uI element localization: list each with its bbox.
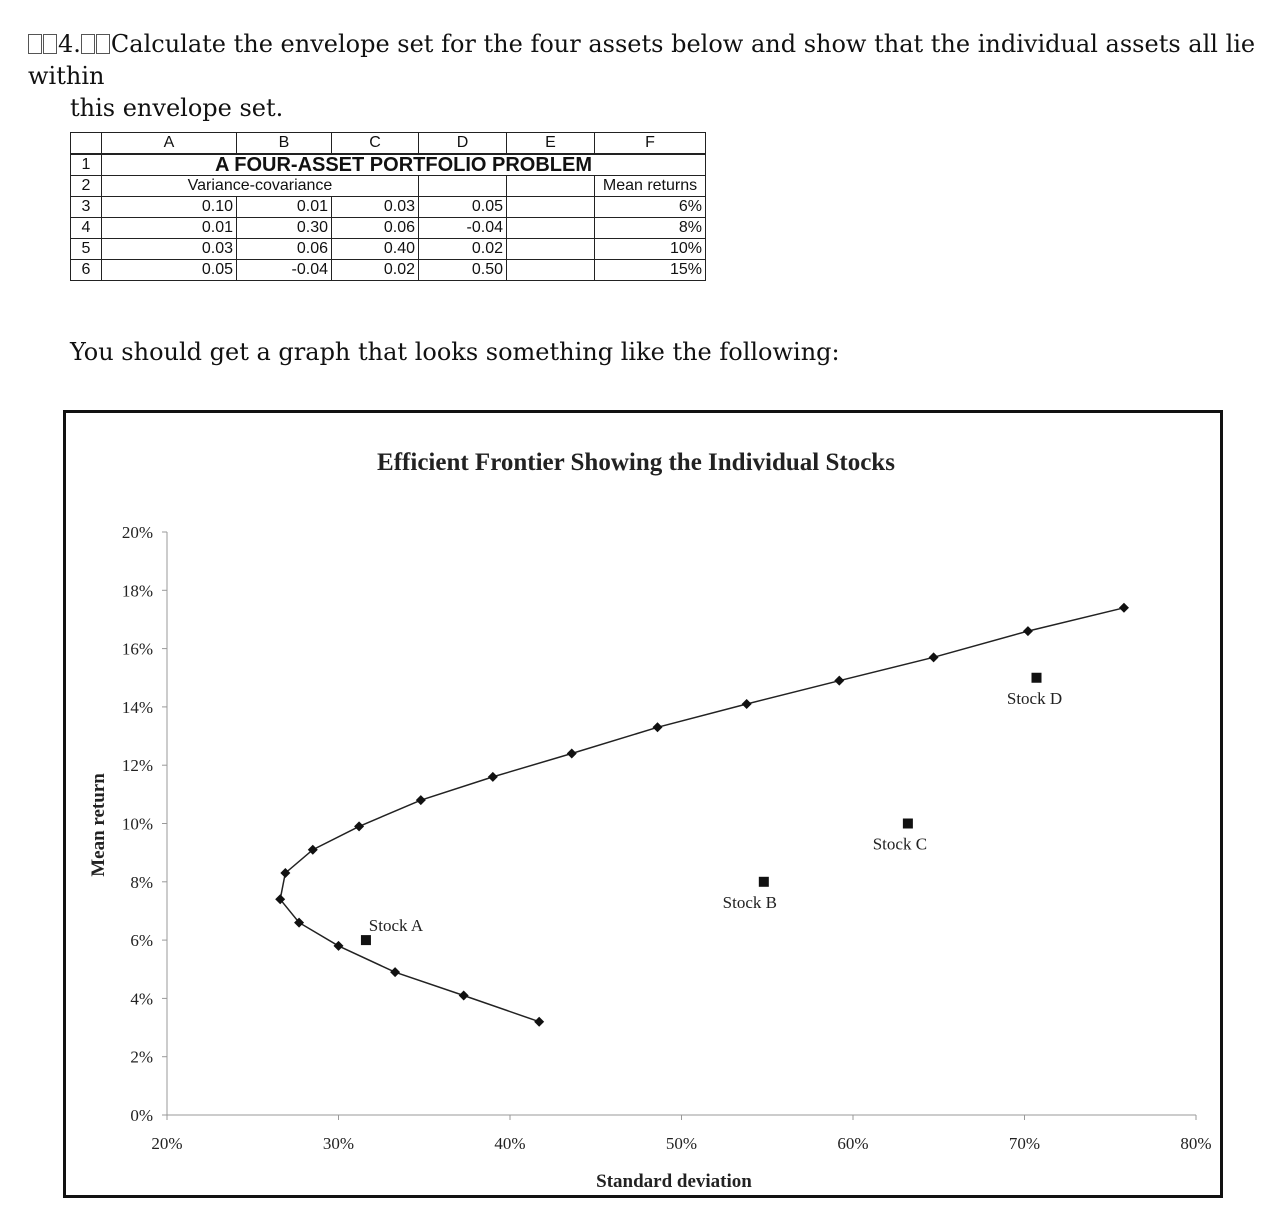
- covariance-cell: 0.06: [332, 218, 419, 239]
- corner-cell: [71, 133, 102, 155]
- y-tick-label: 20%: [121, 523, 153, 542]
- missing-glyph-icon: [96, 34, 110, 54]
- problem-text-line1: Calculate the envelope set for the four assets below and show that the individual assets all lie within: [28, 30, 1256, 90]
- covariance-cell: 0.30: [237, 218, 332, 239]
- row-number: 5: [71, 239, 102, 260]
- stock-point: [1032, 673, 1042, 683]
- y-tick-label: 8%: [130, 872, 153, 892]
- x-tick-label: 50%: [665, 1134, 698, 1153]
- covariance-label: Variance-covariance: [102, 176, 419, 197]
- sheet-cell: [507, 218, 595, 239]
- stock-label: Stock C: [872, 834, 928, 854]
- column-header-row: [71, 133, 706, 155]
- frontier-point: [459, 990, 469, 1000]
- row-number: 6: [71, 260, 102, 281]
- frontier-point: [354, 821, 364, 831]
- sheet-cell: [507, 197, 595, 218]
- x-tick-label: 80%: [1180, 1134, 1212, 1153]
- sheet-row-4: [71, 218, 706, 239]
- chart-frame: [63, 410, 1223, 1198]
- intro-text: You should get a graph that looks something like the following:: [70, 338, 840, 366]
- missing-glyph-icon: [28, 34, 42, 54]
- mean-return-cell: 15%: [595, 260, 706, 281]
- frontier-line: [280, 608, 1124, 1022]
- column-header-d: D: [419, 133, 507, 155]
- mean-returns-label: Mean returns: [595, 176, 706, 197]
- x-tick-label: 70%: [1008, 1134, 1041, 1153]
- covariance-cell: 0.06: [237, 239, 332, 260]
- row-number: 4: [71, 218, 102, 239]
- frontier-point: [652, 722, 662, 732]
- covariance-cell: -0.04: [419, 218, 507, 239]
- frontier-point: [1023, 626, 1033, 636]
- stock-label: Stock A: [368, 916, 424, 936]
- column-header-a: A: [102, 133, 237, 155]
- frontier-point: [488, 772, 498, 782]
- column-header-f: F: [595, 133, 706, 155]
- sheet-row-3: [71, 197, 706, 218]
- sheet-row-5: [71, 239, 706, 260]
- frontier-point: [929, 652, 939, 662]
- sheet-cell: [507, 176, 595, 197]
- stock-point: [361, 935, 371, 945]
- chart-title: Efficient Frontier Showing the Individual Stocks: [377, 449, 895, 476]
- column-header-c: C: [332, 133, 419, 155]
- covariance-cell: 0.02: [332, 260, 419, 281]
- covariance-cell: 0.05: [102, 260, 237, 281]
- y-tick-label: 2%: [130, 1047, 153, 1067]
- frontier-point: [1119, 603, 1129, 613]
- y-tick-label: 14%: [121, 697, 153, 717]
- stock-label: Stock B: [722, 892, 777, 912]
- y-tick-label: 16%: [121, 639, 153, 659]
- covariance-cell: 0.05: [419, 197, 507, 218]
- problem-number: 4.: [58, 30, 81, 58]
- frontier-point: [834, 676, 844, 686]
- missing-glyph-icon: [43, 34, 57, 54]
- stock-label: Stock D: [1006, 688, 1063, 708]
- column-header-e: E: [507, 133, 595, 155]
- sheet-cell: [419, 176, 507, 197]
- efficient-frontier-chart: [66, 413, 1220, 1195]
- row-number: 2: [71, 176, 102, 197]
- mean-return-cell: 10%: [595, 239, 706, 260]
- mean-return-cell: 8%: [595, 218, 706, 239]
- x-tick-label: 30%: [322, 1134, 355, 1153]
- covariance-cell: 0.01: [237, 197, 332, 218]
- sheet-cell: [507, 239, 595, 260]
- covariance-cell: 0.03: [332, 197, 419, 218]
- covariance-cell: 0.02: [419, 239, 507, 260]
- mean-return-cell: 6%: [595, 197, 706, 218]
- row-number: 1: [71, 154, 102, 176]
- covariance-cell: 0.03: [102, 239, 237, 260]
- x-tick-label: 40%: [494, 1134, 526, 1153]
- missing-glyph-icons: [81, 30, 111, 58]
- problem-statement: [28, 28, 1273, 124]
- stock-point: [759, 877, 769, 887]
- y-tick-label: 10%: [121, 814, 153, 834]
- row-number: 3: [71, 197, 102, 218]
- sheet-row-6: [71, 260, 706, 281]
- covariance-cell: 0.50: [419, 260, 507, 281]
- frontier-point: [416, 795, 426, 805]
- sheet-row-2: [71, 176, 706, 197]
- problem-text-line2: this envelope set.: [70, 94, 284, 122]
- x-tick-label: 60%: [837, 1134, 869, 1153]
- covariance-cell: 0.10: [102, 197, 237, 218]
- y-tick-label: 6%: [130, 931, 153, 951]
- frontier-point: [742, 699, 752, 709]
- covariance-cell: 0.40: [332, 239, 419, 260]
- column-header-b: B: [237, 133, 332, 155]
- spreadsheet-table: [70, 132, 706, 281]
- x-axis-label: Standard deviation: [596, 1171, 752, 1192]
- frontier-point: [390, 967, 400, 977]
- y-tick-label: 0%: [130, 1106, 153, 1125]
- y-tick-label: 18%: [121, 581, 153, 601]
- sheet-row-1: [71, 154, 706, 176]
- covariance-cell: 0.01: [102, 218, 237, 239]
- frontier-point: [567, 749, 577, 759]
- stock-point: [903, 819, 913, 829]
- sheet-title: A FOUR-ASSET PORTFOLIO PROBLEM: [102, 154, 706, 176]
- y-tick-label: 12%: [121, 756, 153, 776]
- sheet-cell: [507, 260, 595, 281]
- covariance-cell: -0.04: [237, 260, 332, 281]
- x-tick-label: 20%: [151, 1134, 183, 1153]
- missing-glyph-icons: [28, 30, 58, 58]
- frontier-point: [534, 1017, 544, 1027]
- missing-glyph-icon: [81, 34, 95, 54]
- frontier-point: [334, 941, 344, 951]
- y-axis-label: Mean return: [88, 773, 109, 877]
- y-tick-label: 4%: [130, 989, 153, 1009]
